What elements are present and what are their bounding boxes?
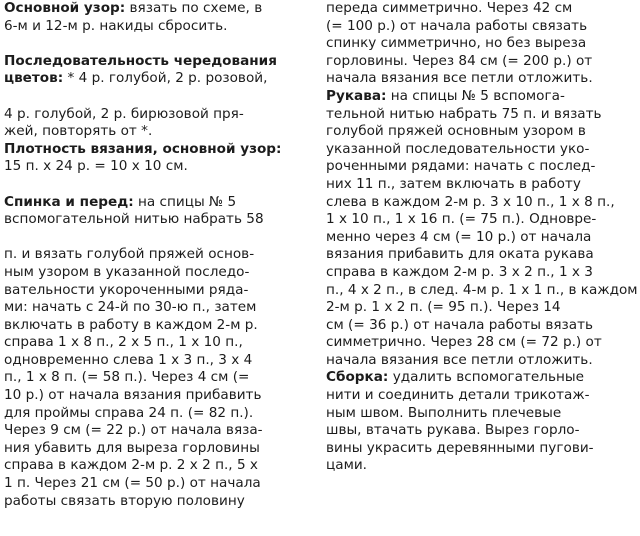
text-line xyxy=(4,211,304,229)
text-line xyxy=(326,70,632,88)
body-text: них 11 п., затем включать в работу xyxy=(326,175,581,192)
body-text: ния убавить для выреза горловины xyxy=(4,439,260,456)
text-line xyxy=(326,0,632,18)
text-line xyxy=(4,176,304,194)
body-text: одновременно слева 1 х 3 п., 3 х 4 xyxy=(4,351,253,368)
body-text: менно через 4 см (= 10 р.) от начала xyxy=(326,228,592,245)
body-text: голубой пряжей основным узором в xyxy=(326,123,586,140)
body-text: вательности укороченными ряда- xyxy=(4,281,249,298)
body-text: ным швом. Выполнить плечевые xyxy=(326,404,562,421)
text-line xyxy=(326,281,638,300)
text-line xyxy=(4,106,304,124)
text-line xyxy=(4,141,304,159)
text-line xyxy=(326,176,632,194)
left-text-column xyxy=(4,0,304,510)
body-text: * 4 р. голубой, 2 р. розовой, xyxy=(63,70,268,87)
text-line xyxy=(4,352,304,370)
text-line xyxy=(4,475,304,493)
text-line xyxy=(4,35,304,53)
body-text: ми: начать с 24-й по 30-ю п., затем xyxy=(4,299,257,316)
body-text: вязания прибавить для оката рукава xyxy=(326,246,594,263)
text-line xyxy=(326,317,632,335)
body-text: 2-м р. 1 х 2 п. (= 95 п.). Через 14 xyxy=(326,299,561,316)
text-line xyxy=(4,88,304,106)
section-heading: Рукава: xyxy=(326,87,387,104)
body-text: цами. xyxy=(326,457,367,474)
body-text: швы, втачать рукава. Вырез горло- xyxy=(326,422,580,439)
body-text: начала вязания все петли отложить. xyxy=(326,351,593,368)
text-line xyxy=(4,282,304,300)
body-text: указанной последовательности уко- xyxy=(326,140,590,157)
section-heading: Последовательность чередования xyxy=(4,52,277,69)
text-line xyxy=(4,299,304,317)
text-line xyxy=(4,194,304,212)
body-text: 1 х 10 п., 1 х 16 п. (= 75 п.). Одновре- xyxy=(326,211,597,228)
text-line xyxy=(326,18,632,36)
text-line xyxy=(4,422,304,440)
body-text: включать в работу в каждом 2-м р. xyxy=(4,316,258,333)
section-heading: Сборка: xyxy=(326,369,389,386)
right-text-column xyxy=(326,0,638,475)
text-line xyxy=(4,53,304,71)
body-text: вины украсить деревянными пугови- xyxy=(326,439,594,456)
section-heading: Спинка и перед: xyxy=(4,193,134,210)
body-text: 15 п. х 24 р. = 10 х 10 см. xyxy=(4,158,188,175)
text-line xyxy=(326,264,632,282)
body-text: справа 1 х 8 п., 2 х 5 п., 1 х 10 п., xyxy=(4,334,243,351)
body-text: вязать по схеме, в xyxy=(125,0,263,16)
body-text: справа в каждом 2-м р. 3 х 2 п., 1 х 3 xyxy=(326,263,593,280)
body-text: 10 р.) от начала вязания прибавить xyxy=(4,387,262,404)
text-line xyxy=(4,334,304,352)
body-text: на спицы № 5 вспомога- xyxy=(386,87,565,104)
body-text: для проймы справа 24 п. (= 82 п.). xyxy=(4,404,254,421)
body-text: 6-м и 12-м р. накиды сбросить. xyxy=(4,17,228,34)
text-line xyxy=(326,194,632,212)
text-line xyxy=(326,211,632,229)
text-line xyxy=(326,229,632,247)
text-line xyxy=(326,88,632,106)
body-text: нити и соединить детали трикотаж- xyxy=(326,387,590,404)
body-text: справа в каждом 2-м р. 2 х 2 п., 5 х xyxy=(4,457,258,474)
text-line xyxy=(4,440,304,458)
section-heading: Основной узор: xyxy=(4,0,126,16)
text-line xyxy=(326,123,632,141)
body-text: п. и вязать голубой пряжей основ- xyxy=(4,246,255,263)
text-line xyxy=(4,457,304,475)
body-text: жей, повторять от *. xyxy=(4,123,153,140)
body-text: Через 9 см (= 22 р.) от начала вяза- xyxy=(4,422,263,439)
body-text: 1 п. Через 21 см (= 50 р.) от начала xyxy=(4,475,261,492)
body-text: п., 4 х 2 п., в след. 4-м р. 1 х 1 п., в каждом xyxy=(326,281,638,298)
text-line xyxy=(326,457,632,475)
body-text: см (= 36 р.) от начала работы вязать xyxy=(326,316,594,333)
text-line xyxy=(4,158,304,176)
text-line xyxy=(4,18,304,36)
body-text: удалить вспомогательные xyxy=(388,369,584,386)
text-line xyxy=(4,493,304,511)
body-text: симметрично. Через 28 см (= 72 р.) от xyxy=(326,334,602,351)
body-text: тельной нитью набрать 75 п. и вязать xyxy=(326,105,602,122)
text-line xyxy=(4,405,304,423)
body-text: (= 100 р.) от начала работы связать xyxy=(326,17,588,34)
text-line xyxy=(4,369,304,387)
body-text: ным узором в указанной последо- xyxy=(4,263,250,280)
text-line xyxy=(4,387,304,405)
text-line xyxy=(4,246,304,264)
text-line xyxy=(4,0,304,18)
text-line xyxy=(326,141,632,159)
text-line xyxy=(4,229,304,247)
body-text: на спицы № 5 xyxy=(133,193,237,210)
body-text: горловины. Через 84 см (= 200 р.) от xyxy=(326,52,593,69)
body-text: роченными рядами: начать с послед- xyxy=(326,158,596,175)
text-line xyxy=(326,352,632,370)
body-text: п., 1 х 8 п. (= 58 п.). Через 4 см (= xyxy=(4,369,250,386)
text-line xyxy=(4,70,304,88)
body-text: работы связать вторую половину xyxy=(4,492,245,509)
text-line xyxy=(4,264,304,282)
text-line xyxy=(326,35,632,53)
text-line xyxy=(326,53,632,71)
body-text: вспомогательной нитью набрать 58 xyxy=(4,211,264,228)
text-line xyxy=(326,405,632,423)
text-line xyxy=(326,369,632,387)
text-line xyxy=(326,158,632,176)
body-text: начала вязания все петли отложить. xyxy=(326,70,593,87)
text-line xyxy=(326,106,632,124)
text-line xyxy=(326,387,632,405)
text-line xyxy=(4,317,304,335)
text-line xyxy=(326,246,632,264)
text-line xyxy=(326,334,632,352)
text-line xyxy=(4,123,304,141)
section-heading: цветов: xyxy=(4,70,64,87)
text-line xyxy=(326,440,632,458)
text-line xyxy=(326,299,632,317)
body-text: спинку симметрично, но без выреза xyxy=(326,35,587,52)
body-text: слева в каждом 2-м р. 3 х 10 п., 1 х 8 п., xyxy=(326,193,615,210)
text-line xyxy=(326,422,632,440)
section-heading: Плотность вязания, основной узор: xyxy=(4,140,282,157)
body-text: переда симметрично. Через 42 см xyxy=(326,0,573,16)
body-text: 4 р. голубой, 2 р. бирюзовой пря- xyxy=(4,105,244,122)
